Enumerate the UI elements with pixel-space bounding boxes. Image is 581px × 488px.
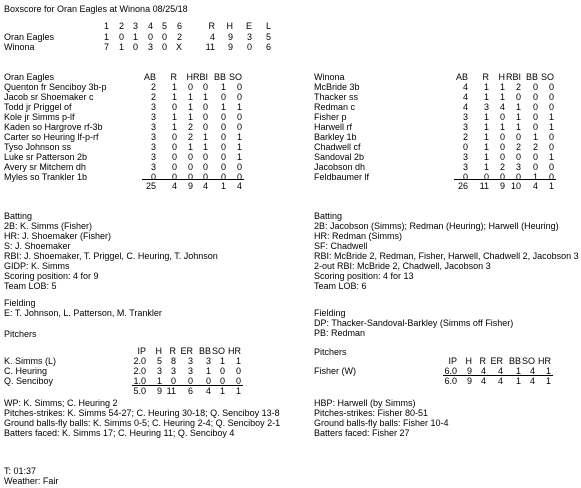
player-stat: 0	[236, 162, 242, 172]
pitching-column-header: ER	[490, 356, 503, 366]
player-stat: 1	[499, 82, 505, 92]
player-stat: 2	[187, 122, 193, 132]
linescore-header: R	[208, 21, 215, 31]
linescore-header: 1	[103, 21, 109, 31]
batting-note: RBI: J. Shoemaker, T. Priggel, C. Heuring, T. Johnson	[4, 251, 218, 261]
player-stat: 3	[150, 132, 156, 142]
pitching-column-header: IP	[448, 356, 457, 366]
linescore-cell: 2	[176, 32, 182, 42]
player-stat: 0	[202, 162, 208, 172]
player-name: Todd jr Priggel of	[4, 102, 72, 112]
batting-team-header: Winona	[314, 72, 345, 82]
player-stat: 0	[548, 172, 554, 182]
pitcher-stat: 5	[156, 356, 162, 366]
linescore-header: 4	[147, 21, 153, 31]
player-stat: 0	[499, 152, 505, 162]
player-name: Jacobson dh	[314, 162, 366, 172]
batting-column-header: AB	[143, 72, 156, 82]
player-name: Quenton fr Senciboy 3b-p	[4, 82, 107, 92]
player-stat: 0	[220, 122, 226, 132]
pitching-column-header: H	[155, 346, 162, 356]
batting-team-header: Oran Eagles	[4, 72, 55, 82]
player-stat: 0	[532, 112, 538, 122]
player-stat: 1	[202, 132, 208, 142]
player-stat: 1	[515, 102, 521, 112]
player-name: Carter so Heuring lf-p-rf	[4, 132, 99, 142]
pitcher-name: Q. Senciboy	[4, 376, 54, 386]
player-stat: 3	[483, 102, 489, 112]
batting-note: Scoring position: 4 for 9	[4, 271, 99, 281]
pitching-total: 1	[545, 376, 551, 386]
player-name: Thacker ss	[314, 92, 359, 102]
player-stat: 0	[150, 172, 156, 182]
player-stat: 1	[548, 152, 554, 162]
player-stat: 0	[202, 172, 208, 182]
player-name: Jacob sr Shoemaker c	[4, 92, 94, 102]
player-stat: 4	[499, 102, 505, 112]
linescore-cell: 1	[132, 32, 138, 42]
linescore-team-name: Oran Eagles	[4, 32, 55, 42]
player-stat: 1	[483, 112, 489, 122]
player-stat: 3	[150, 122, 156, 132]
player-stat: 0	[548, 102, 554, 112]
pitcher-stat: 1	[219, 356, 225, 366]
player-stat: 1	[171, 82, 177, 92]
player-name: Harwell rf	[314, 122, 353, 132]
pitching-total: 4	[529, 376, 535, 386]
player-stat: 1	[499, 122, 505, 132]
player-stat: 0	[220, 112, 226, 122]
player-stat: 1	[483, 92, 489, 102]
batting-column-header: SO	[540, 72, 554, 82]
fielding-note: DP: Thacker-Sandoval-Barkley (Simms off Fisher)	[314, 318, 514, 328]
batting-total: 4	[171, 181, 177, 191]
batting-note: GIDP: K. Simms	[4, 261, 70, 271]
player-stat: 0	[499, 172, 505, 182]
batting-total: 4	[532, 181, 538, 191]
pitcher-stat: 3	[156, 366, 162, 376]
pitching-total: 4	[205, 386, 211, 396]
batting-total: 11	[479, 181, 489, 191]
linescore-cell: 0	[246, 42, 252, 52]
totals-rule	[454, 179, 556, 180]
fielding-heading: Fielding	[314, 308, 346, 318]
pitcher-stat: 0	[235, 366, 241, 376]
player-name: McBride 3b	[314, 82, 360, 92]
player-name: Tyso Johnson ss	[4, 142, 72, 152]
linescore-cell: 1	[103, 32, 109, 42]
pitcher-name: K. Simms (L)	[4, 356, 57, 366]
player-stat: 0	[548, 142, 554, 152]
linescore-cell: 0	[161, 42, 167, 52]
player-stat: 2	[187, 132, 193, 142]
linescore-header: E	[245, 21, 252, 31]
pitching-column-header: HR	[228, 346, 241, 356]
player-stat: 2	[499, 162, 505, 172]
player-name: Fisher p	[314, 112, 347, 122]
player-stat: 0	[548, 162, 554, 172]
batting-note: Team LOB: 5	[4, 281, 57, 291]
pitcher-name: Fisher (W)	[314, 366, 356, 376]
batting-note: S: J. Shoemaker	[4, 241, 71, 251]
pitcher-stat: 6.0	[444, 366, 457, 376]
pitcher-stat: 0	[170, 376, 176, 386]
linescore-cell: 0	[161, 32, 167, 42]
batting-total: 26	[457, 181, 468, 191]
player-stat: 0	[532, 122, 538, 132]
player-stat: 2	[150, 92, 156, 102]
batting-total: 1	[220, 181, 226, 191]
player-stat: 0	[499, 132, 505, 142]
pitching-column-header: SO	[521, 356, 535, 366]
batting-note: Scoring position: 4 for 13	[314, 271, 414, 281]
fielding-note: PB: Redman	[314, 328, 366, 338]
linescore-cell: X	[175, 42, 182, 52]
player-stat: 0	[171, 162, 177, 172]
batting-total: 4	[202, 181, 208, 191]
player-stat: 0	[202, 112, 208, 122]
linescore-cell: 0	[132, 42, 138, 52]
linescore-cell: 3	[246, 32, 252, 42]
player-stat: 0	[187, 162, 193, 172]
linescore-header: 3	[132, 21, 138, 31]
batting-total: 9	[499, 181, 505, 191]
batting-note: Team LOB: 6	[314, 281, 367, 291]
player-stat: 1	[483, 162, 489, 172]
page-title: Boxscore for Oran Eagles at Winona 08/25/18	[4, 4, 188, 14]
player-stat: 0	[202, 82, 208, 92]
linescore-cell: 9	[227, 42, 233, 52]
player-stat: 3	[462, 112, 468, 122]
batting-total: 4	[236, 181, 242, 191]
player-stat: 0	[187, 172, 193, 182]
batting-note: HR: Redman (Simms)	[314, 231, 403, 241]
pitching-total: 9	[156, 386, 162, 396]
player-stat: 1	[220, 82, 226, 92]
pitching-note: Batters faced: K. Simms 17; C. Heuring 11; Q. Senciboy 4	[4, 428, 235, 438]
player-stat: 0	[236, 112, 242, 122]
player-stat: 1	[483, 122, 489, 132]
batting-note: SF: Chadwell	[314, 241, 368, 251]
player-stat: 1	[171, 122, 177, 132]
pitching-column-header: BB	[508, 356, 521, 366]
player-stat: 0	[171, 102, 177, 112]
player-stat: 0	[515, 152, 521, 162]
pitcher-stat: 3	[187, 366, 193, 376]
pitching-total: 4	[480, 376, 486, 386]
pitcher-name: C. Heuring	[4, 366, 48, 376]
player-stat: 0	[236, 172, 242, 182]
player-stat: 1	[483, 82, 489, 92]
player-stat: 0	[499, 142, 505, 152]
pitcher-stat: 0	[235, 376, 241, 386]
pitching-total: 1	[219, 386, 225, 396]
player-stat: 0	[202, 122, 208, 132]
player-stat: 2	[515, 82, 521, 92]
pitcher-stat: 1	[205, 366, 211, 376]
pitcher-stat: 3	[170, 366, 176, 376]
pitching-note: Ground balls-fly balls: K. Simms 0-5; C. Heuring 2-4; Q. Senciboy 2-1	[4, 418, 281, 428]
player-name: Barkley 1b	[314, 132, 357, 142]
player-stat: 1	[532, 132, 538, 142]
pitcher-stat: 1	[235, 356, 241, 366]
batting-column-header: AB	[455, 72, 468, 82]
linescore-cell: 0	[118, 32, 124, 42]
pitching-total: 6	[187, 386, 193, 396]
player-stat: 0	[236, 122, 242, 132]
player-stat: 1	[187, 112, 193, 122]
pitcher-stat: 0	[205, 376, 211, 386]
player-stat: 4	[462, 102, 468, 112]
pitcher-stat: 0	[187, 376, 193, 386]
player-stat: 1	[548, 122, 554, 132]
player-stat: 0	[532, 92, 538, 102]
player-stat: 0	[462, 142, 468, 152]
linescore-team-name: Winona	[4, 42, 35, 52]
linescore-cell: 1	[118, 42, 124, 52]
pitching-note: WP: K. Simms; C. Heuring 2	[4, 398, 118, 408]
pitcher-stat: 1	[156, 376, 162, 386]
batting-total: 1	[548, 181, 554, 191]
player-stat: 0	[202, 152, 208, 162]
pitching-total: 11	[166, 386, 176, 396]
pitching-total: 9	[466, 376, 472, 386]
player-stat: 2	[150, 82, 156, 92]
batting-column-header: RBI	[505, 72, 521, 82]
pitcher-stat: 4	[480, 366, 486, 376]
player-name: Redman c	[314, 102, 356, 112]
pitcher-stat: 4	[497, 366, 503, 376]
pitching-column-header: SO	[211, 346, 225, 356]
player-stat: 0	[220, 132, 226, 142]
player-stat: 0	[532, 82, 538, 92]
player-stat: 0	[187, 152, 193, 162]
player-stat: 0	[532, 102, 538, 112]
pitching-note: Pitches-strikes: Fisher 80-51	[314, 408, 429, 418]
linescore-header: L	[265, 21, 271, 31]
player-stat: 3	[150, 102, 156, 112]
player-stat: 0	[548, 92, 554, 102]
batting-notes-heading: Batting	[314, 211, 343, 221]
pitching-total: 6.0	[444, 376, 457, 386]
linescore-cell: 5	[265, 32, 271, 42]
player-stat: 0	[220, 92, 226, 102]
batting-column-header: RBI	[192, 72, 208, 82]
batting-column-header: R	[482, 72, 489, 82]
player-stat: 2	[462, 132, 468, 142]
player-name: Kole jr Simms p-lf	[4, 112, 75, 122]
linescore-header: H	[226, 21, 233, 31]
player-stat: 0	[236, 92, 242, 102]
linescore-cell: 11	[205, 42, 215, 52]
player-stat: 1	[236, 142, 242, 152]
player-stat: 4	[462, 92, 468, 102]
pitching-column-header: R	[169, 346, 176, 356]
pitchers-heading: Pitchers	[314, 347, 347, 357]
player-stat: 0	[220, 162, 226, 172]
player-stat: 1	[187, 92, 193, 102]
player-stat: 0	[515, 132, 521, 142]
player-stat: 1	[515, 122, 521, 132]
linescore-header: 5	[161, 21, 167, 31]
player-stat: 0	[220, 142, 226, 152]
game-info: T: 01:37	[4, 466, 37, 476]
player-stat: 1	[236, 132, 242, 142]
batting-notes-heading: Batting	[4, 211, 33, 221]
player-stat: 0	[483, 172, 489, 182]
batting-note: HR: J. Shoemaker (Fisher)	[4, 231, 112, 241]
player-stat: 1	[483, 142, 489, 152]
pitcher-stat: 0	[219, 376, 225, 386]
player-stat: 0	[171, 172, 177, 182]
player-stat: 2	[532, 142, 538, 152]
player-stat: 1	[202, 142, 208, 152]
player-name: Sandoval 2b	[314, 152, 365, 162]
player-stat: 1	[236, 102, 242, 112]
game-info: Weather: Fair	[4, 476, 59, 486]
pitching-column-header: HR	[538, 356, 551, 366]
player-stat: 4	[462, 82, 468, 92]
player-name: Avery sr Mitchem dh	[4, 162, 86, 172]
player-stat: 1	[220, 102, 226, 112]
batting-note: 2-out RBI: McBride 2, Chadwell, Jacobson 3	[314, 261, 491, 271]
player-stat: 1	[187, 142, 193, 152]
player-stat: 0	[220, 152, 226, 162]
batting-column-header: R	[170, 72, 177, 82]
linescore-cell: 0	[147, 32, 153, 42]
batting-total: 10	[510, 181, 521, 191]
pitching-total: 4	[497, 376, 503, 386]
pitcher-stat: 4	[529, 366, 535, 376]
fielding-note: E: T. Johnson, L. Patterson, M. Trankler	[4, 308, 162, 318]
pitching-total: 5.0	[133, 386, 146, 396]
pitching-column-header: H	[465, 356, 472, 366]
player-stat: 0	[499, 112, 505, 122]
player-stat: 0	[187, 82, 193, 92]
batting-note: RBI: McBride 2, Redman, Fisher, Harwell, Chadwell 2, Jacobson 3	[314, 251, 579, 261]
linescore-header: 2	[118, 21, 124, 31]
linescore-cell: 3	[147, 42, 153, 52]
batting-note: 2B: Jacobson (Simms); Redman (Heuring); Harwell (Heuring)	[314, 221, 559, 231]
player-stat: 1	[515, 112, 521, 122]
pitcher-stat: 1.0	[133, 376, 146, 386]
player-stat: 1	[532, 172, 538, 182]
batting-total: 9	[187, 181, 193, 191]
linescore-cell: 4	[209, 32, 215, 42]
pitching-column-header: R	[479, 356, 486, 366]
pitching-note: Batters faced: Fisher 27	[314, 428, 410, 438]
player-stat: 1	[499, 92, 505, 102]
player-stat: 1	[202, 92, 208, 102]
player-stat: 3	[150, 162, 156, 172]
pitcher-stat: 2.0	[133, 366, 146, 376]
player-stat: 0	[171, 142, 177, 152]
player-stat: 3	[462, 162, 468, 172]
player-stat: 0	[202, 102, 208, 112]
player-stat: 2	[515, 142, 521, 152]
linescore-cell: 9	[227, 32, 233, 42]
totals-rule	[142, 179, 244, 180]
player-stat: 0	[236, 82, 242, 92]
player-stat: 0	[532, 162, 538, 172]
pitcher-stat: 8	[170, 356, 176, 366]
batting-column-header: BB	[525, 72, 538, 82]
player-stat: 3	[515, 162, 521, 172]
pitching-column-header: IP	[137, 346, 146, 356]
batting-note: 2B: K. Simms (Fisher)	[4, 221, 93, 231]
pitching-note: Ground balls-fly balls: Fisher 10-4	[314, 418, 449, 428]
player-stat: 0	[462, 172, 468, 182]
pitching-note: HBP: Harwell (by Simms)	[314, 398, 416, 408]
batting-column-header: H	[186, 72, 193, 82]
player-stat: 1	[236, 152, 242, 162]
player-stat: 3	[150, 152, 156, 162]
pitching-total: 1	[515, 376, 521, 386]
player-stat: 0	[220, 172, 226, 182]
batting-column-header: SO	[228, 72, 242, 82]
player-stat: 0	[548, 132, 554, 142]
player-stat: 3	[462, 152, 468, 162]
batting-column-header: H	[498, 72, 505, 82]
player-stat: 1	[171, 92, 177, 102]
pitching-total: 1	[235, 386, 241, 396]
player-name: Luke sr Patterson 2b	[4, 152, 88, 162]
linescore-cell: 7	[103, 42, 109, 52]
player-name: Feldbaumer lf	[314, 172, 370, 182]
player-stat: 0	[171, 132, 177, 142]
player-name: Myles so Trankler 1b	[4, 172, 88, 182]
pitcher-stat: 9	[466, 366, 472, 376]
pitcher-stat: 2.0	[133, 356, 146, 366]
pitching-note: Pitches-strikes: K. Simms 54-27; C. Heuring 30-18; Q. Senciboy 13-8	[4, 408, 280, 418]
batting-total: 25	[145, 181, 156, 191]
player-stat: 0	[532, 152, 538, 162]
player-stat: 0	[548, 82, 554, 92]
player-stat: 0	[171, 152, 177, 162]
player-stat: 1	[548, 112, 554, 122]
player-name: Kaden so Hargrove rf-3b	[4, 122, 103, 132]
player-stat: 1	[187, 102, 193, 112]
pitching-column-header: ER	[180, 346, 193, 356]
player-stat: 3	[150, 112, 156, 122]
pitcher-stat: 3	[205, 356, 211, 366]
pitcher-stat: 1	[545, 366, 551, 376]
fielding-heading: Fielding	[4, 298, 36, 308]
linescore-cell: 6	[265, 42, 271, 52]
pitchers-heading: Pitchers	[4, 329, 37, 339]
player-name: Chadwell cf	[314, 142, 361, 152]
player-stat: 1	[171, 112, 177, 122]
batting-column-header: BB	[213, 72, 226, 82]
player-stat: 1	[483, 132, 489, 142]
player-stat: 0	[515, 172, 521, 182]
pitching-column-header: BB	[198, 346, 211, 356]
pitcher-stat: 3	[187, 356, 193, 366]
player-stat: 3	[462, 122, 468, 132]
linescore-header: 6	[176, 21, 182, 31]
pitcher-stat: 0	[219, 366, 225, 376]
player-stat: 1	[483, 152, 489, 162]
pitcher-stat: 1	[515, 366, 521, 376]
player-stat: 3	[150, 142, 156, 152]
player-stat: 0	[515, 92, 521, 102]
